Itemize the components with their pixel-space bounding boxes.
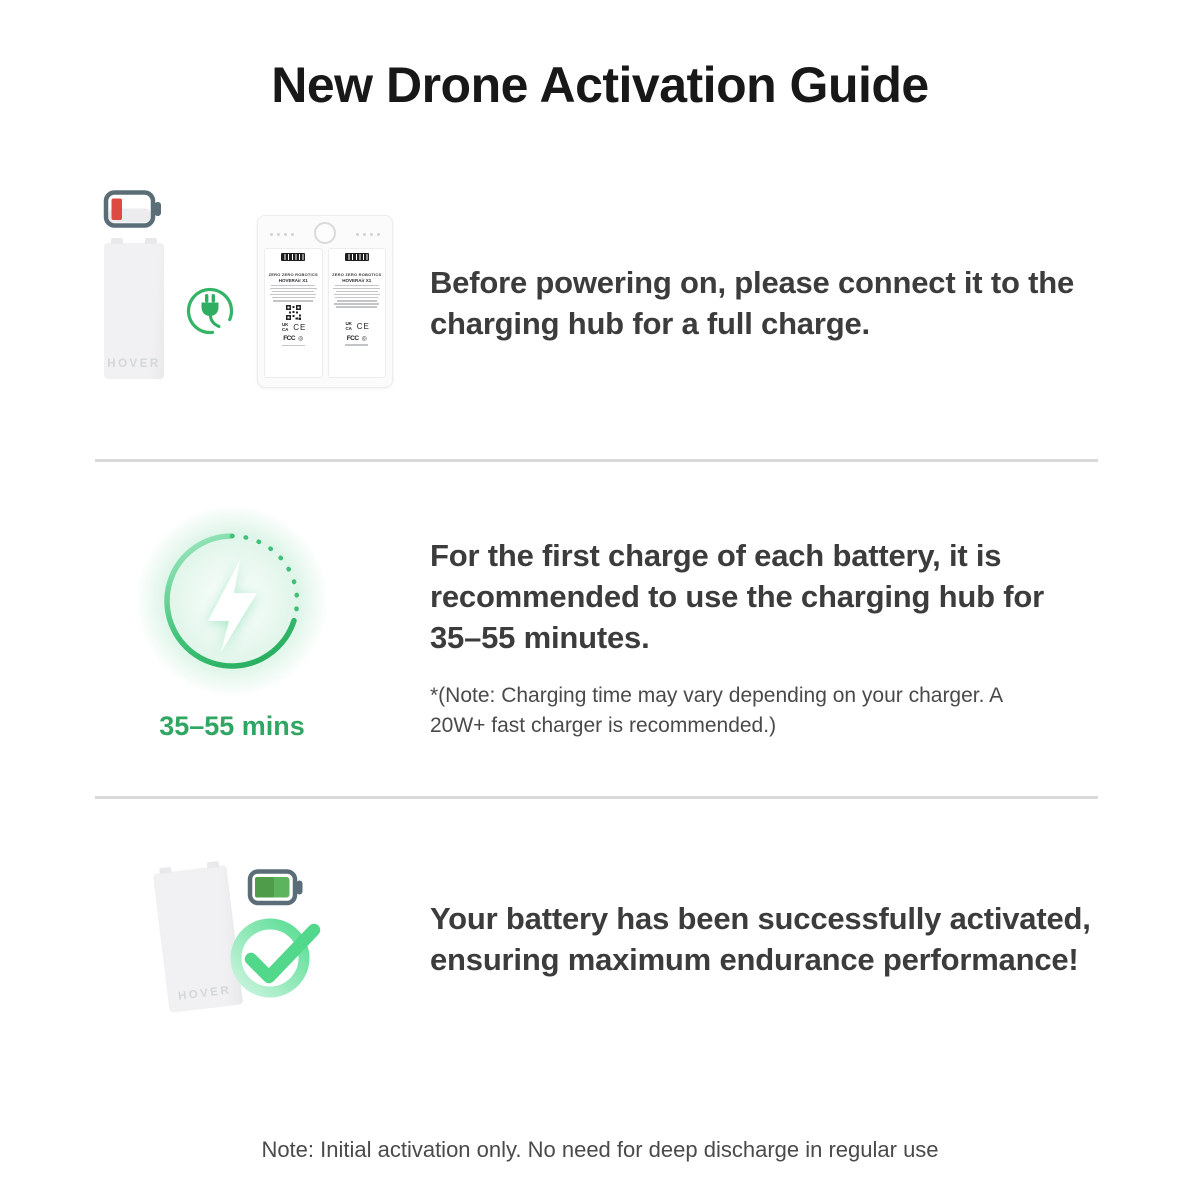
hover-battery	[104, 243, 164, 379]
battery-contacts-icon	[281, 253, 305, 261]
label-text-line	[336, 306, 377, 308]
battery-low-icon	[103, 189, 165, 231]
step-first-charge-text: For the first charge of each battery, it is recommended to use the charging hub for 35–55 minutes.	[430, 538, 1044, 656]
fcc-mark: FCC	[346, 334, 359, 342]
battery-tab	[159, 867, 172, 874]
ukca-mark: UK CA	[345, 320, 352, 331]
section-divider	[95, 796, 1098, 799]
label-text-line	[270, 288, 317, 290]
label-text-line	[337, 300, 377, 302]
battery-tab	[207, 861, 220, 868]
label-text-line	[335, 285, 379, 287]
label-text-line	[333, 288, 380, 290]
battery-tab	[145, 238, 157, 244]
recycle-mark-icon: ◎	[298, 336, 304, 343]
recycle-mark-icon: ◎	[361, 335, 367, 342]
label-text-line	[272, 297, 315, 299]
label-text-line	[345, 344, 368, 346]
hub-button	[314, 222, 336, 244]
qr-code	[286, 305, 301, 320]
lightning-charge-ring-icon	[127, 496, 337, 706]
ukca-mark: UK CA	[281, 321, 289, 332]
hub-battery-left	[264, 248, 323, 378]
battery-brand-label: HOVER	[177, 984, 232, 1003]
check-circle-icon	[226, 906, 322, 1002]
step-charge-text: Before powering on, please connect it to the charging hub for a full charge.	[430, 265, 1075, 342]
step-first-charge-note: *(Note: Charging time may vary depending on your charger. A 20W+ fast charger is recommended.)	[430, 684, 1002, 737]
hub-battery-brand: ZERO ZERO ROBOTICS	[268, 272, 318, 277]
battery-contacts-icon	[345, 253, 369, 261]
certification-marks	[265, 335, 322, 342]
battery-tab	[111, 238, 123, 244]
footer-note: Note: Initial activation only. No need for deep discharge in regular use	[261, 1137, 939, 1162]
hub-vent-dots	[270, 233, 294, 236]
ce-mark: CE	[293, 323, 307, 332]
plug-circle-icon	[185, 286, 235, 336]
step-activated-text: Your battery has been successfully activated, ensuring maximum endurance performance!	[430, 901, 1091, 978]
certification-marks	[329, 322, 386, 332]
hub-battery-right	[328, 248, 387, 378]
battery-brand-label: HOVER	[107, 358, 161, 370]
label-text-line	[336, 291, 378, 293]
label-text-line	[272, 291, 314, 293]
label-text-line	[335, 297, 378, 299]
page-title: New Drone Activation Guide	[271, 57, 929, 113]
label-text-line	[282, 345, 305, 347]
duration-label: 35–55 mins	[159, 711, 305, 741]
label-text-line	[271, 285, 315, 287]
label-text-line	[334, 294, 380, 296]
battery-full-icon	[247, 868, 305, 908]
fcc-mark: FCC	[283, 335, 296, 343]
label-text-line	[270, 294, 316, 296]
certification-marks	[265, 323, 322, 333]
label-text-line	[334, 303, 379, 305]
hub-battery-model: HOVERAir X1	[278, 278, 308, 283]
hub-slots	[264, 248, 386, 378]
hub-vent-dots	[356, 233, 380, 236]
section-divider	[95, 459, 1098, 462]
label-text-line	[273, 300, 313, 302]
charging-hub	[257, 215, 393, 388]
certification-marks	[329, 335, 386, 342]
hub-battery-brand: ZERO ZERO ROBOTICS	[332, 272, 382, 277]
hub-battery-model: HOVERAir X1	[342, 278, 372, 283]
ce-mark: CE	[356, 322, 370, 332]
